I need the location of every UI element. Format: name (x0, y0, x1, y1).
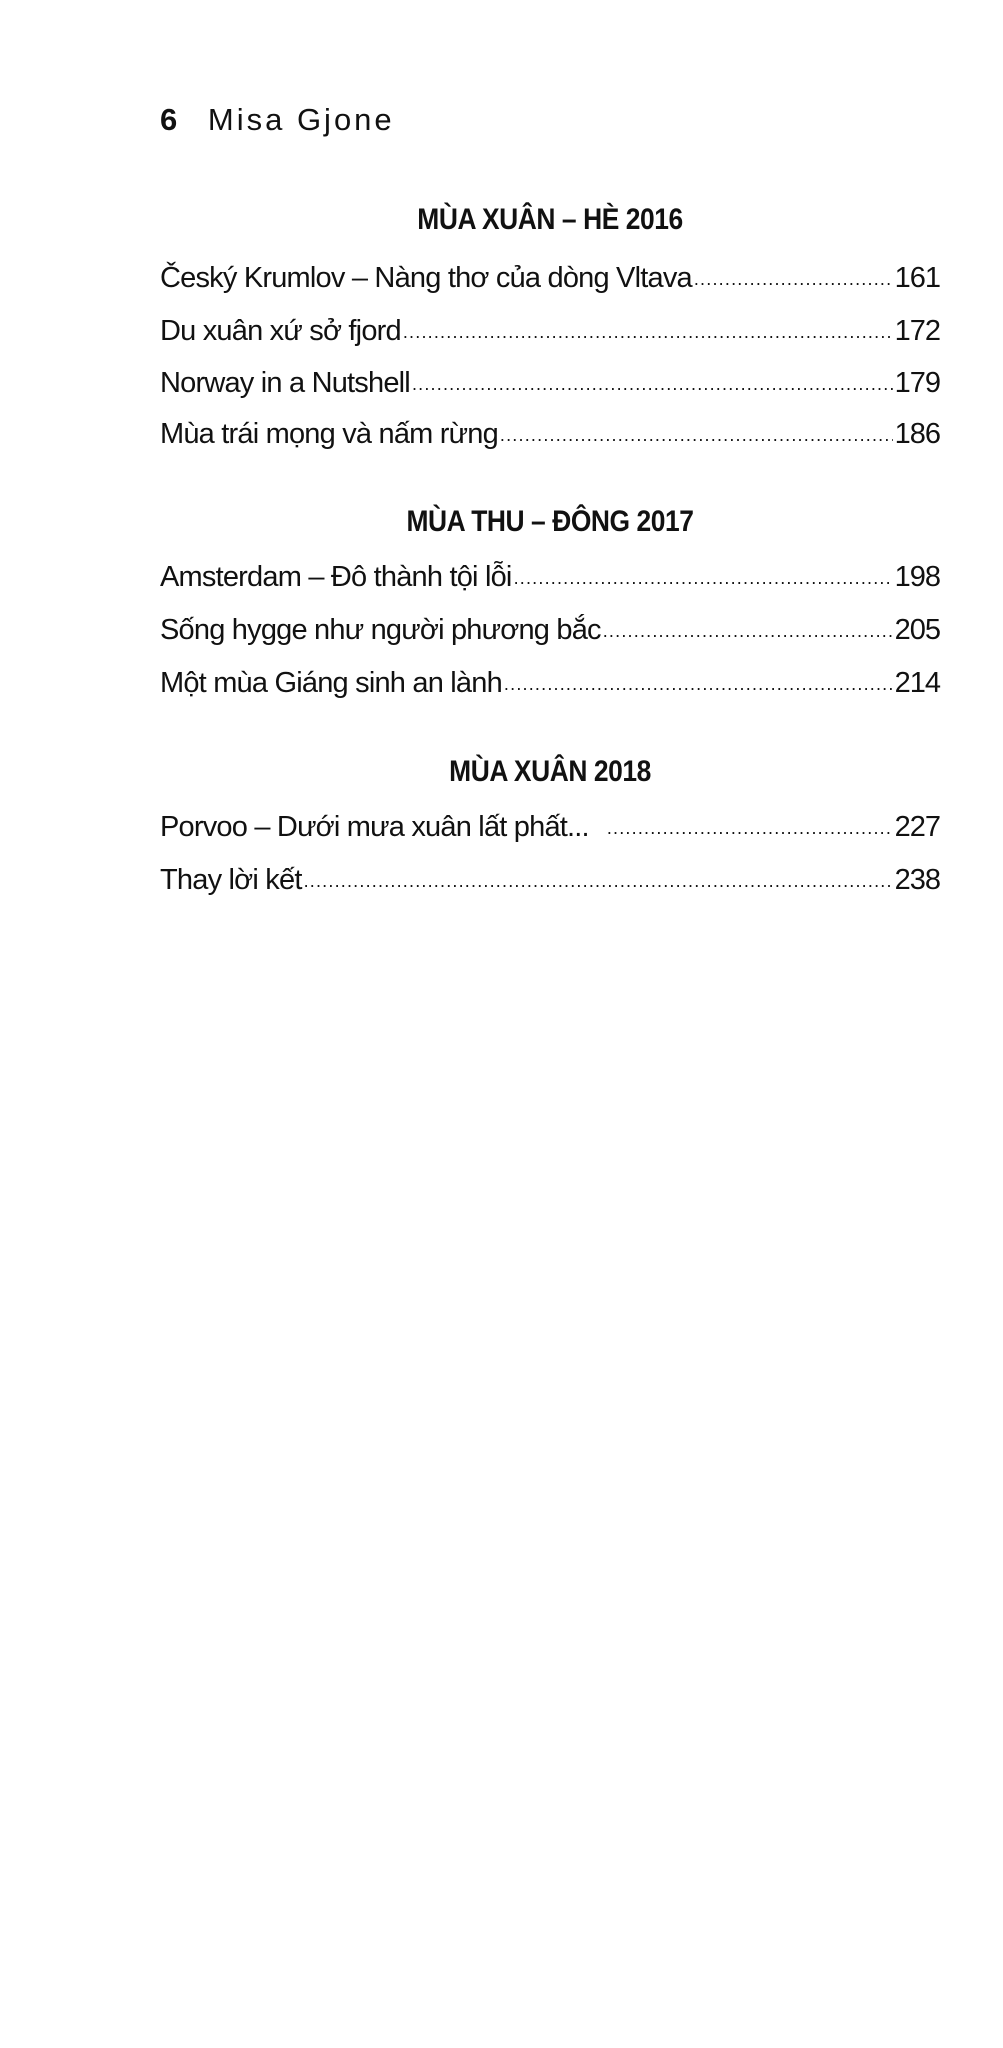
entry-title: Amsterdam – Đô thành tội lỗi (160, 561, 512, 593)
author-name: Misa Gjone (207, 102, 395, 137)
dot-leader (304, 870, 893, 892)
entry-page: 227 (894, 811, 940, 843)
section-title: MÙA XUÂN 2018 (449, 755, 651, 788)
entry-title: Thay lời kết (160, 864, 302, 896)
dot-leader (403, 321, 893, 343)
dot-leader (694, 268, 893, 290)
dot-leader (412, 373, 893, 395)
section-title: MÙA THU – ĐÔNG 2017 (406, 505, 694, 538)
entry-title: Porvoo – Dưới mưa xuân lất phất... (160, 811, 589, 843)
entry-title: Du xuân xứ sở fjord (160, 315, 401, 347)
toc-entry[interactable] (160, 858, 940, 898)
entry-page: 238 (894, 864, 940, 896)
toc-entry[interactable] (160, 661, 940, 701)
dot-leader (500, 424, 893, 446)
entry-page: 161 (894, 262, 940, 294)
entry-page: 214 (894, 667, 940, 699)
page-number: 6 (160, 102, 178, 137)
toc-entry[interactable] (160, 412, 940, 452)
toc-entry[interactable] (160, 608, 940, 648)
entry-page: 198 (894, 561, 940, 593)
toc-entry[interactable] (160, 309, 940, 349)
toc-entry[interactable] (160, 256, 940, 296)
entry-page: 205 (894, 614, 940, 646)
toc-entry[interactable] (160, 555, 940, 595)
entry-title: Sống hygge như người phương bắc (160, 614, 601, 646)
dot-leader (607, 817, 893, 839)
entry-title: Norway in a Nutshell (160, 367, 410, 399)
dot-leader (514, 567, 893, 589)
entry-title: Mùa trái mọng và nấm rừng (160, 418, 498, 450)
dot-leader (504, 673, 893, 695)
entry-page: 179 (894, 367, 940, 399)
entry-title: Một mùa Giáng sinh an lành (160, 667, 502, 699)
toc-entry[interactable] (160, 805, 940, 845)
entry-title: Český Krumlov – Nàng thơ của dòng Vltava (160, 262, 692, 294)
dot-leader (603, 620, 893, 642)
running-head (160, 100, 395, 140)
entry-page: 172 (894, 315, 940, 347)
entry-page: 186 (894, 418, 940, 450)
section-title: MÙA XUÂN – HÈ 2016 (417, 203, 683, 236)
toc-entry[interactable] (160, 361, 940, 401)
